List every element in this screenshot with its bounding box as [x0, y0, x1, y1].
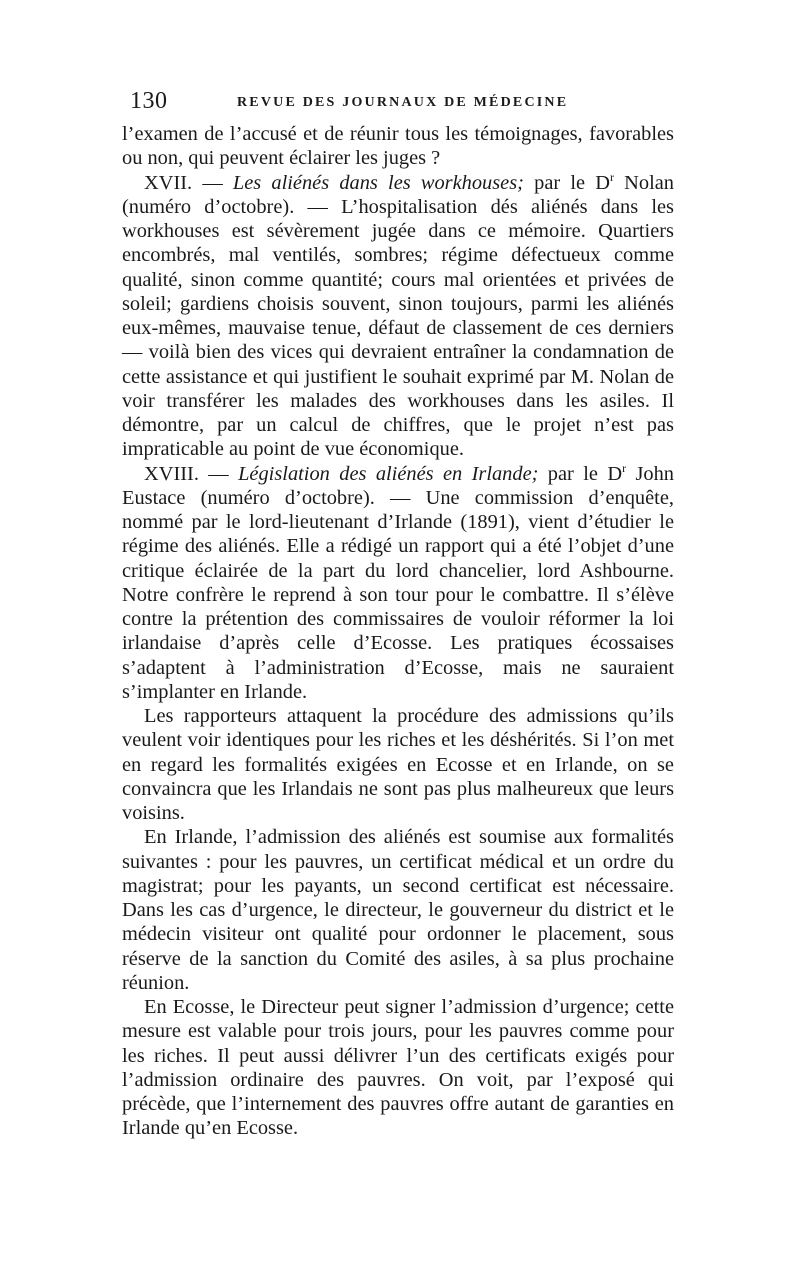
- author-title-superscript: r: [609, 169, 614, 184]
- author-name: John Eustace: [122, 462, 674, 509]
- author-prefix: par le D: [523, 171, 610, 194]
- section-dash: —: [192, 171, 233, 194]
- running-title: REVUE DES JOURNAUX DE MÉDECINE: [237, 95, 569, 110]
- body-text: [122, 122, 674, 1141]
- paragraph-irlande: En Irlande, l’admission des aliénés est soumise aux formalités suivantes : pour les pauvres, un certificat médical et un ordre du magistrat; pour les payants, un second certificat est nécessaire. Dans les cas d’urgence, le directeur, le gouverneur du district et le médecin visiteur ont qualité pour ordonner le placement, sous réserve de la sanction du Comité des asiles, à sa plus prochaine réunion.: [122, 826, 674, 994]
- book-page: [122, 88, 674, 1141]
- section-number: XVII.: [144, 171, 193, 194]
- section-body: (numéro d’octobre). — L’hospitalisation dés aliénés dans les workhouses est sévèrement jugée dans ce mémoire. Quartiers encombrés, mal ventilés, sombres; régime défectueux comme qualité, sinon comme quantité; cours mal orientées et privées de soleil; gardiens choisis souvent, sinon toujours, parmi les aliénés eux-mêmes, mauvaise tenue, défaut de classement de ces derniers — voilà bien des vices qui devraient entraîner la condamnation de cette assistance et qui justifient le souhait exprimé par M. Nolan de voir transférer les malades des workhouses dans les asiles. Il démontre, par un calcul de chiffres, que le projet n’est pas impraticable au point de vue économique.: [122, 195, 674, 461]
- section-dash: —: [198, 462, 239, 485]
- paragraph-xvii: [122, 171, 674, 462]
- page-number: 130: [130, 88, 168, 114]
- author-name: Nolan: [613, 171, 674, 194]
- author-title-superscript: r: [622, 460, 627, 475]
- section-title: Législation des aliénés en Irlande;: [238, 462, 539, 485]
- paragraph-ecosse: En Ecosse, le Directeur peut signer l’admission d’urgence; cette mesure est valable pour trois jours, pour les pauvres comme pour les riches. Il peut aussi délivrer l’un des certificats exigés pour l’admission ordinaire des pauvres. On voit, par l’exposé qui précède, que l’internement des pauvres offre autant de garanties en Irlande qu’en Ecosse.: [122, 996, 674, 1140]
- section-body: (numéro d’octobre). — Une commission d’enquête, nommé par le lord-lieutenant d’Irlande (1891), vient d’étudier le régime des aliénés. Elle a rédigé un rapport qui a été l’objet d’une critique éclairée de la part du lord chancelier, lord Ashbourne. Notre confrère le reprend à son tour pour le combattre. Il s’élève contre la prétention des commissaires de vouloir réformer la loi irlandaise d’après celle d’Ecosse. Les pratiques écossaises s’adaptent à l’administration d’Ecosse, mais ne sauraient s’implanter en Irlande.: [122, 486, 674, 703]
- running-head: [122, 88, 674, 122]
- paragraph-continuation: l’examen de l’accusé et de réunir tous les témoignages, favorables ou non, qui peuvent éclairer les juges ?: [122, 123, 674, 170]
- section-number: XVIII.: [144, 462, 199, 485]
- author-prefix: par le D: [538, 462, 623, 485]
- paragraph-xviii: [122, 462, 674, 705]
- section-title: Les aliénés dans les workhouses;: [232, 171, 524, 194]
- paragraph-rapporteurs: Les rapporteurs attaquent la procédure des admissions qu’ils veulent voir identiques pour les riches et les déshérités. Si l’on met en regard les formalités exigées en Ecosse et en Irlande, on se convaincra que les Irlandais ne sont pas plus malheureux que leurs voisins.: [122, 705, 674, 824]
